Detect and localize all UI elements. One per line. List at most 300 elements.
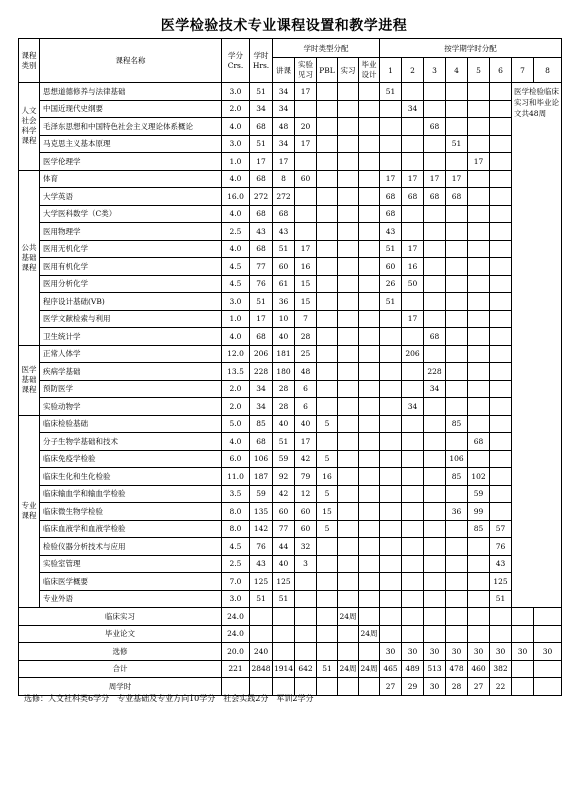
course-name: 临床检验基础 [40,415,222,433]
table-cell [512,625,534,643]
table-row [19,450,562,468]
semester-cell: 68 [402,188,424,206]
semester-cell [490,118,512,136]
design-cell [359,520,380,538]
semester-cell [402,363,424,381]
table-row [19,380,562,398]
semester-cell: 16 [402,258,424,276]
course-name: 程序设计基础(VB) [40,293,222,311]
design-cell [359,573,380,591]
lecture-cell: 51 [273,433,295,451]
course-name: 医用物理学 [40,223,222,241]
course-name: 临床医学概要 [40,573,222,591]
table-row [19,83,562,101]
semester-cell [402,83,424,101]
semester-cell [424,433,446,451]
semester-cell [446,538,468,556]
course-name: 临床输血学和输血学检验 [40,485,222,503]
header-semester-4: 4 [446,58,468,83]
semester-cell: 27 [380,678,402,696]
hours-cell: 272 [250,188,273,206]
semester-cell [402,118,424,136]
pbl-cell [317,310,338,328]
semester-cell: 478 [446,660,468,678]
summary-label: 选修 [19,643,222,661]
semester-cell [380,363,402,381]
table-row [19,433,562,451]
pbl-cell [317,293,338,311]
credits-cell: 4.0 [222,170,250,188]
lab-cell: 60 [295,170,317,188]
course-name: 马克思主义基本原理 [40,135,222,153]
course-name: 医学伦理学 [40,153,222,171]
semester-cell: 17 [446,170,468,188]
hours-cell: 34 [250,100,273,118]
semester-cell [424,135,446,153]
table-row [19,240,562,258]
header-category: 课程类别 [19,39,40,83]
practice-cell [338,398,359,416]
semester-cell [468,538,490,556]
hours-cell: 77 [250,258,273,276]
hours-cell: 68 [250,170,273,188]
hours-cell: 206 [250,345,273,363]
header-semester-1: 1 [380,58,402,83]
semester-cell [490,468,512,486]
lecture-cell: 92 [273,468,295,486]
pbl-cell [317,240,338,258]
lab-cell [295,153,317,171]
semester-cell [468,380,490,398]
footer-note: 选修：人文社科类6学分 专业基础及专业方向10学分 社会实践2分 军训2学分 [24,694,314,703]
lab-cell: 15 [295,275,317,293]
hours-cell: 68 [250,328,273,346]
semester-cell: 102 [468,468,490,486]
design-cell [359,100,380,118]
semester-cell: 60 [380,258,402,276]
table-row [19,223,562,241]
semester-cell: 34 [402,100,424,118]
practice-cell [338,520,359,538]
header-hours: 学时 Hrs. [250,39,273,83]
lecture-cell: 8 [273,170,295,188]
semester-cell [468,100,490,118]
design-cell [359,555,380,573]
table-cell [534,625,562,643]
table-row [19,188,562,206]
semester-cell [424,310,446,328]
semester-cell [424,485,446,503]
semester-cell [490,310,512,328]
semester-cell: 68 [424,118,446,136]
semester-cell: 30 [424,678,446,696]
course-name: 医用有机化学 [40,258,222,276]
course-name: 检验仪器分析技术与应用 [40,538,222,556]
table-cell [359,678,380,696]
semester-cell [490,328,512,346]
table-row [19,363,562,381]
pbl-cell: 51 [317,660,338,678]
lecture-cell: 272 [273,188,295,206]
semester-cell [490,433,512,451]
header-lab: 实验见习 [295,58,317,83]
semester-cell: 36 [446,503,468,521]
practice-cell [338,468,359,486]
pbl-cell: 5 [317,485,338,503]
semester-cell [490,485,512,503]
lab-cell: 17 [295,83,317,101]
header-semester-distribution: 按学期学时分配 [380,39,562,58]
table-cell [250,608,273,626]
table-row [19,153,562,171]
course-name: 医用无机化学 [40,240,222,258]
semester-cell [490,258,512,276]
semester-cell [446,573,468,591]
table-cell [317,608,338,626]
credits-cell: 4.0 [222,328,250,346]
semester-cell [402,135,424,153]
course-name: 分子生物学基础和技术 [40,433,222,451]
semester-cell [424,293,446,311]
summary-row-total [19,660,562,678]
hours-cell: 34 [250,380,273,398]
semester-cell [490,293,512,311]
semester-cell [490,503,512,521]
practice-cell [338,345,359,363]
design-cell [359,188,380,206]
table-cell [359,643,380,661]
semester-cell [446,83,468,101]
semester-cell [402,485,424,503]
semester-cell: 50 [402,275,424,293]
design-cell: 24周 [359,625,380,643]
lab-cell [295,188,317,206]
table-cell [468,625,490,643]
credits-cell: 2.0 [222,398,250,416]
design-cell [359,83,380,101]
table-row [19,590,562,608]
semester-cell [380,118,402,136]
hours-cell: 43 [250,223,273,241]
design-cell [359,118,380,136]
semester-cell [468,590,490,608]
credits-cell: 24.0 [222,608,250,626]
semester-cell [468,573,490,591]
semester-cell [380,135,402,153]
lecture-cell: 48 [273,118,295,136]
design-cell [359,485,380,503]
semester-cell [468,205,490,223]
semester-cell: 85 [468,520,490,538]
credits-cell: 24.0 [222,625,250,643]
header-semester-7: 7 [512,58,534,83]
table-row [19,415,562,433]
lecture-cell: 17 [273,153,295,171]
semester-cell: 30 [490,643,512,661]
lab-cell: 17 [295,135,317,153]
lab-cell: 28 [295,328,317,346]
header-lecture: 讲课 [273,58,295,83]
table-row [19,310,562,328]
course-name: 大学英语 [40,188,222,206]
semester-cell [490,170,512,188]
practice-cell [338,555,359,573]
table-cell [534,660,562,678]
practice-cell [338,135,359,153]
semester-cell [446,485,468,503]
table-row [19,398,562,416]
semester-cell [446,555,468,573]
semester-cell [468,345,490,363]
course-category: 公共基础课程 [19,170,40,345]
table-cell [359,608,380,626]
semester-cell: 68 [424,328,446,346]
practice-cell [338,450,359,468]
table-row [19,485,562,503]
semester-cell: 51 [446,135,468,153]
semester-cell [380,100,402,118]
credits-cell: 5.0 [222,415,250,433]
hours-cell: 2848 [250,660,273,678]
semester-cell: 465 [380,660,402,678]
semester-cell: 59 [468,485,490,503]
credits-cell: 1.0 [222,310,250,328]
semester-cell: 68 [468,433,490,451]
table-cell [402,608,424,626]
lecture-cell: 28 [273,398,295,416]
semester-cell: 51 [490,590,512,608]
semester-cell [446,258,468,276]
credits-cell: 3.0 [222,293,250,311]
semester-cell [380,398,402,416]
table-row [19,520,562,538]
semester-cell [490,135,512,153]
header-design: 毕业设计 [359,58,380,83]
header-pbl: PBL [317,58,338,83]
summary-label: 临床实习 [19,608,222,626]
lab-cell: 3 [295,555,317,573]
semester-cell [380,538,402,556]
practice-cell [338,223,359,241]
hours-cell: 68 [250,433,273,451]
semester-cell [402,328,424,346]
semester-cell [402,503,424,521]
semester-cell [402,380,424,398]
header-semester-2: 2 [402,58,424,83]
lab-cell [295,100,317,118]
semester-cell: 30 [446,643,468,661]
credits-cell: 4.0 [222,240,250,258]
table-cell [273,625,295,643]
table-cell [402,625,424,643]
design-cell [359,450,380,468]
semester-cell [402,293,424,311]
lecture-cell: 40 [273,328,295,346]
practice-cell [338,363,359,381]
semester-cell: 30 [468,643,490,661]
hours-cell: 187 [250,468,273,486]
semester-cell [380,328,402,346]
design-cell [359,345,380,363]
pbl-cell [317,275,338,293]
design-cell [359,590,380,608]
semester-cell [468,398,490,416]
table-row [19,293,562,311]
design-cell [359,240,380,258]
course-category: 医学基础课程 [19,345,40,415]
design-cell [359,380,380,398]
header-semester-6: 6 [490,58,512,83]
credits-cell: 8.0 [222,503,250,521]
semester-cell [490,363,512,381]
semester-cell: 106 [446,450,468,468]
lecture-cell: 10 [273,310,295,328]
semester-cell [446,153,468,171]
semester-cell [380,380,402,398]
lab-cell [295,205,317,223]
table-row [19,538,562,556]
hours-cell: 68 [250,118,273,136]
pbl-cell [317,83,338,101]
semester-cell: 489 [402,660,424,678]
design-cell [359,258,380,276]
practice-cell [338,415,359,433]
design-cell [359,170,380,188]
hours-cell: 106 [250,450,273,468]
credits-cell: 8.0 [222,520,250,538]
semester-cell [490,398,512,416]
semester-cell [424,153,446,171]
lab-cell: 60 [295,503,317,521]
semester-cell: 17 [402,310,424,328]
design-cell [359,153,380,171]
course-name: 体育 [40,170,222,188]
lecture-cell: 34 [273,100,295,118]
header-type-distribution: 学时类型分配 [273,39,380,58]
semester-cell: 68 [380,205,402,223]
semester-cell [490,188,512,206]
semester-cell: 513 [424,660,446,678]
hours-cell: 68 [250,205,273,223]
page-title: 医学检验技术专业课程设置和教学进程 [160,18,408,34]
semester-cell: 30 [534,643,562,661]
table-cell [273,608,295,626]
practice-cell [338,118,359,136]
semester-cell: 43 [380,223,402,241]
semester-cell [446,398,468,416]
credits-cell: 20.0 [222,643,250,661]
semester-cell: 43 [490,555,512,573]
semester-cell [490,380,512,398]
semester-cell [490,83,512,101]
credits-cell: 11.0 [222,468,250,486]
practice-cell [338,328,359,346]
lab-cell: 32 [295,538,317,556]
table-cell [295,625,317,643]
semester-cell [424,538,446,556]
hours-cell: 135 [250,503,273,521]
pbl-cell [317,590,338,608]
credits-cell: 6.0 [222,450,250,468]
credits-cell: 16.0 [222,188,250,206]
hours-cell: 76 [250,538,273,556]
table-cell [338,625,359,643]
semester-cell [424,345,446,363]
semester-cell: 51 [380,293,402,311]
semester-cell [424,555,446,573]
table-row [19,205,562,223]
lecture-cell: 61 [273,275,295,293]
design-cell [359,275,380,293]
semester-cell [402,433,424,451]
semester-cell [424,450,446,468]
credits-cell: 4.0 [222,118,250,136]
lecture-cell: 51 [273,240,295,258]
semester-cell [490,223,512,241]
table-cell [512,660,534,678]
semester-cell [446,328,468,346]
hours-cell: 51 [250,83,273,101]
pbl-cell: 5 [317,520,338,538]
semester-cell: 30 [424,643,446,661]
semester-cell [424,83,446,101]
table-row [19,328,562,346]
pbl-cell [317,223,338,241]
course-name: 疾病学基础 [40,363,222,381]
table-row [19,468,562,486]
header-practice: 实习 [338,58,359,83]
table-cell [424,625,446,643]
course-name: 预防医学 [40,380,222,398]
semester-cell [468,555,490,573]
semester-cell: 68 [446,188,468,206]
practice-cell [338,258,359,276]
pbl-cell [317,258,338,276]
pbl-cell [317,555,338,573]
semester-cell [380,433,402,451]
summary-row-elective [19,643,562,661]
practice-cell [338,433,359,451]
semester-cell [468,258,490,276]
summary-label: 毕业论文 [19,625,222,643]
lab-cell [295,590,317,608]
lab-cell: 6 [295,398,317,416]
lab-cell [295,573,317,591]
header-credits: 学分 Crs. [222,39,250,83]
lecture-cell: 40 [273,415,295,433]
practice-cell [338,310,359,328]
table-cell [250,625,273,643]
credits-cell: 7.0 [222,573,250,591]
credits-cell: 12.0 [222,345,250,363]
pbl-cell [317,433,338,451]
credits-cell: 4.5 [222,538,250,556]
semester-cell [490,100,512,118]
lab-cell: 7 [295,310,317,328]
semester-cell: 85 [446,468,468,486]
semester-cell [402,555,424,573]
lecture-cell: 34 [273,135,295,153]
semester-cell: 34 [424,380,446,398]
table-row [19,258,562,276]
semester-cell [490,153,512,171]
semester-cell [468,83,490,101]
lecture-cell: 60 [273,503,295,521]
semester-cell [402,415,424,433]
semester-cell [468,450,490,468]
semester-cell [468,293,490,311]
semester-cell [468,415,490,433]
